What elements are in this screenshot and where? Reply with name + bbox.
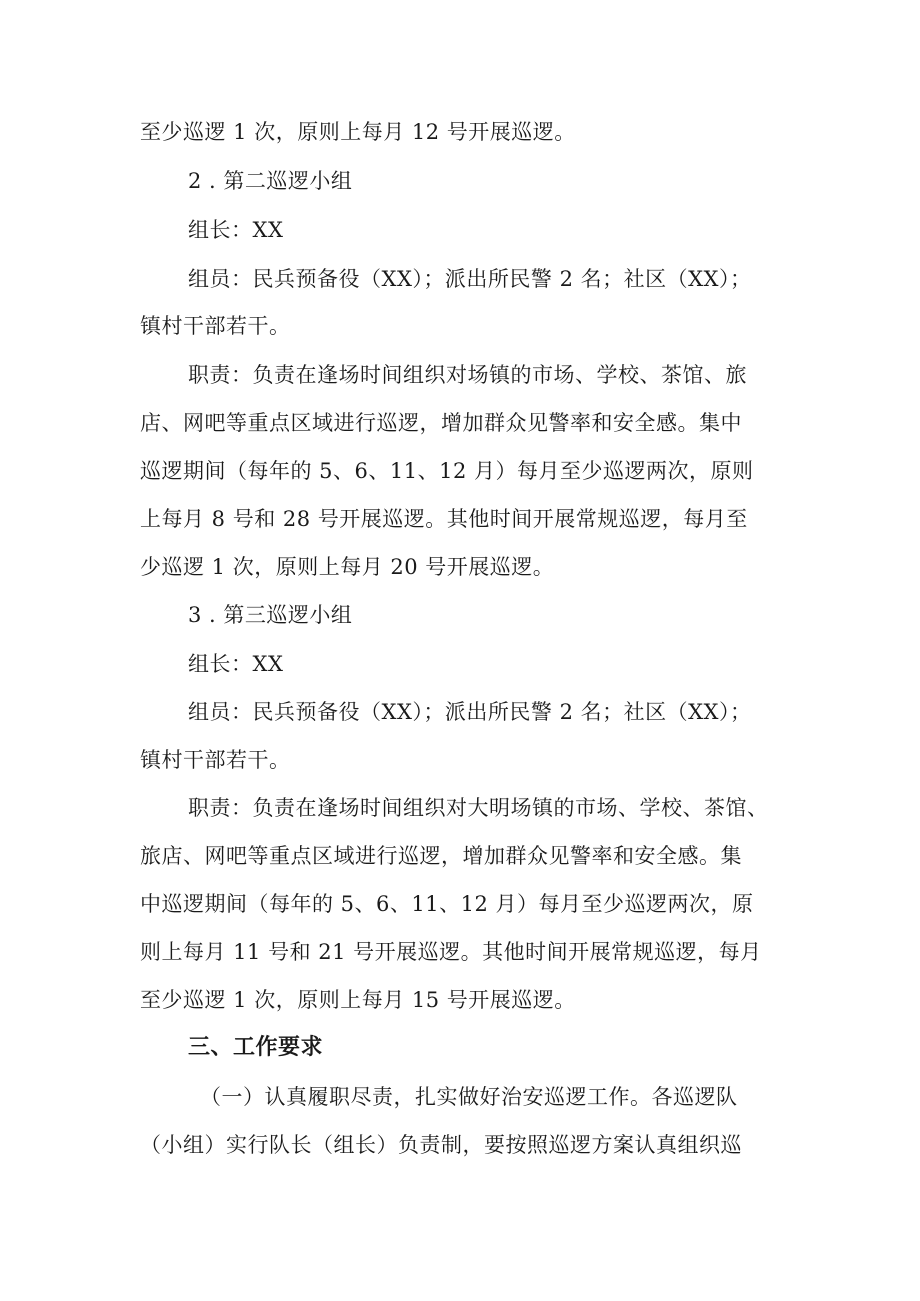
- text-line: 职责：负责在逢场时间组织对大明场镇的市场、学校、茶馆、: [188, 796, 769, 820]
- text-line: （一）认真履职尽责，扎实做好治安巡逻工作。各巡逻队: [200, 1085, 738, 1109]
- text-line: 至少巡逻 1 次，原则上每月 12 号开展巡逻。: [140, 120, 576, 144]
- text-line: 组员：民兵预备役（XX）；派出所民警 2 名；社区（XX）；: [188, 700, 752, 724]
- text-line: 镇村干部若干。: [140, 314, 291, 338]
- section-heading: 三、工作要求: [188, 1035, 324, 1060]
- text-line: 旅店、网吧等重点区域进行巡逻，增加群众见警率和安全感。集: [140, 844, 742, 868]
- text-line: 至少巡逻 1 次，原则上每月 15 号开展巡逻。: [140, 988, 576, 1012]
- text-line: 少巡逻 1 次，原则上每月 20 号开展巡逻。: [140, 555, 555, 579]
- text-line: 组长：XX: [188, 652, 284, 676]
- text-line: 中巡逻期间（每年的 5、6、11、12 月）每月至少巡逻两次，原: [140, 892, 754, 916]
- subsection-heading: 2 . 第二巡逻小组: [188, 169, 353, 193]
- text-line: 镇村干部若干。: [140, 748, 291, 772]
- text-line: 职责：负责在逢场时间组织对场镇的市场、学校、茶馆、旅: [188, 363, 747, 387]
- subsection-heading: 3 . 第三巡逻小组: [188, 603, 353, 627]
- text-line: 巡逻期间（每年的 5、6、11、12 月）每月至少巡逻两次，原则: [140, 459, 754, 483]
- text-line: （小组）实行队长（组长）负责制，要按照巡逻方案认真组织巡: [140, 1133, 742, 1157]
- text-line: 上每月 8 号和 28 号开展巡逻。其他时间开展常规巡逻，每月至: [140, 507, 748, 531]
- text-line: 则上每月 11 号和 21 号开展巡逻。其他时间开展常规巡逻，每月: [140, 940, 762, 964]
- text-line: 组员：民兵预备役（XX）；派出所民警 2 名；社区（XX）；: [188, 267, 752, 291]
- text-line: 组长：XX: [188, 218, 284, 242]
- text-line: 店、网吧等重点区域进行巡逻，增加群众见警率和安全感。集中: [140, 411, 742, 435]
